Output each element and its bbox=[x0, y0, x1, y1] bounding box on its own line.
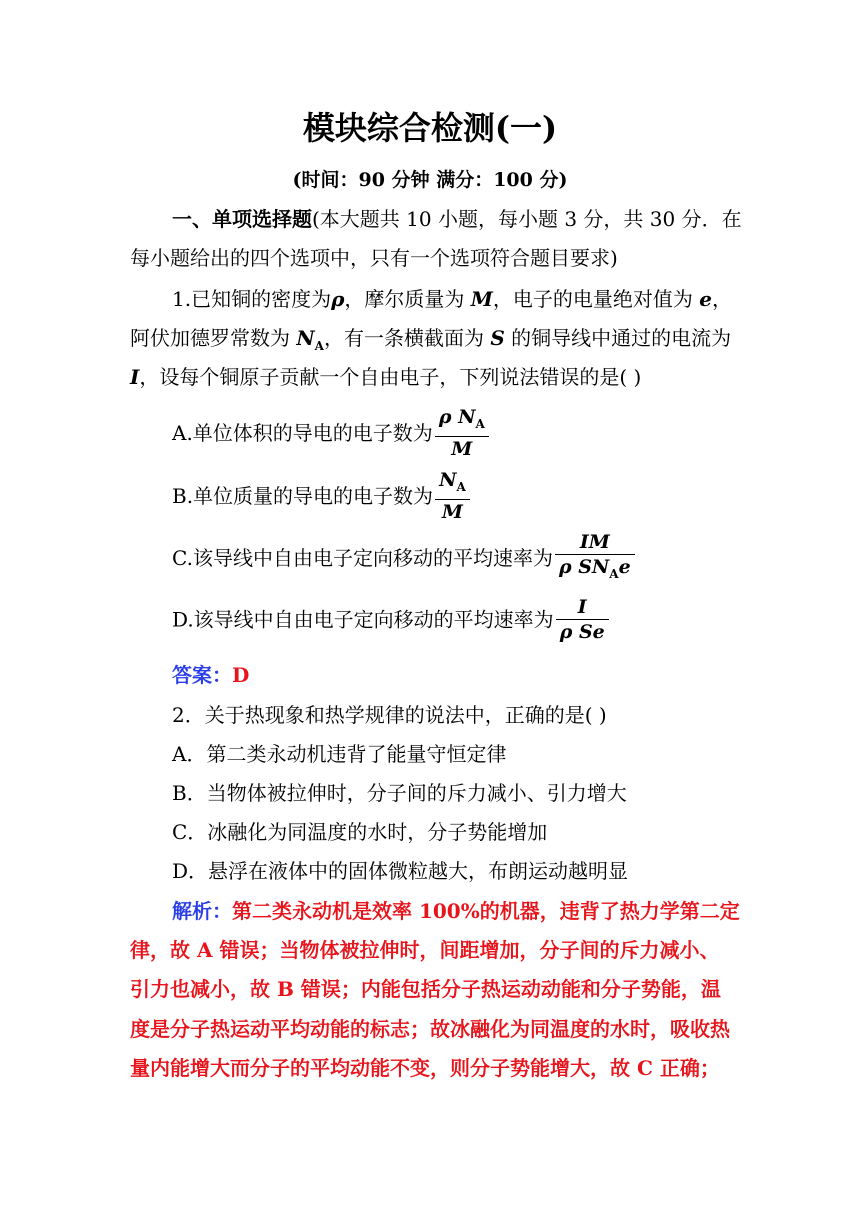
fraction-denominator: M bbox=[451, 437, 473, 460]
q1-text: ，设每个铜原子贡献一个自由电子，下列说法错误的是( ) bbox=[139, 365, 642, 389]
q2-stem: 2．关于热现象和热学规律的说法中，正确的是( ) bbox=[172, 703, 607, 727]
q1-text: 的铜导线中通过的电流为 bbox=[504, 326, 732, 350]
analysis-text: 第二类永动机是效率 100%的机器，违背了热力学第二定 bbox=[232, 899, 740, 923]
symbol-N: N bbox=[296, 326, 315, 350]
option-text: C.该导线中自由电子定向移动的平均速率为 bbox=[172, 545, 553, 570]
q1-line-1 bbox=[172, 287, 732, 311]
fraction-numerator: I bbox=[556, 595, 609, 620]
q1-text: ，电子的电量绝对值为 bbox=[492, 287, 700, 311]
q2-option-d: D．悬浮在液体中的固体微粒越大，布朗运动越明显 bbox=[172, 859, 629, 883]
fraction-numerator: IM bbox=[555, 530, 635, 555]
subscript-A: A bbox=[314, 339, 324, 353]
denominator-text: e bbox=[618, 556, 631, 578]
rho-symbol: ρ bbox=[331, 287, 345, 311]
symbol-S: S bbox=[490, 326, 505, 350]
numerator-subscript: A bbox=[475, 416, 485, 431]
symbol-M: M bbox=[470, 287, 493, 311]
q2-analysis-line-4: 度是分子热运动平均动能的标志；故冰融化为同温度的水时，吸收热 bbox=[130, 1017, 730, 1041]
q1-text: ， bbox=[712, 287, 732, 311]
fraction-denominator bbox=[555, 555, 635, 586]
fraction-denominator: M bbox=[441, 500, 463, 523]
section-desc-2: 每小题给出的四个选项中，只有一个选项符合题目要求) bbox=[130, 246, 618, 270]
q1-text: ，摩尔质量为 bbox=[344, 287, 471, 311]
q1-text: 1.已知铜的密度为 bbox=[172, 287, 332, 311]
denominator-subscript: A bbox=[609, 566, 619, 581]
fraction-numerator bbox=[435, 468, 470, 500]
q1-line-2 bbox=[130, 326, 731, 358]
fraction-denominator: ρ Se bbox=[559, 621, 605, 643]
fraction bbox=[435, 468, 470, 524]
q1-option-d bbox=[172, 595, 609, 644]
denominator-text: ρ SN bbox=[558, 556, 610, 578]
fraction bbox=[435, 405, 489, 461]
section-heading: 一、单项选择题 bbox=[172, 207, 312, 231]
option-text: A.单位体积的导电的电子数为 bbox=[172, 420, 433, 445]
analysis-label: 解析： bbox=[172, 899, 232, 923]
q1-text: ，有一条横截面为 bbox=[323, 326, 491, 350]
q2-analysis-line-5: 量内能增大而分子的平均动能不变，则分子势能增大，故 C 正确； bbox=[130, 1056, 720, 1080]
q1-option-a bbox=[172, 405, 489, 461]
page-title: 模块综合检测(一) bbox=[302, 109, 558, 147]
exam-subtitle: (时间：90 分钟 满分：100 分) bbox=[292, 169, 568, 191]
option-text: B.单位质量的导电的电子数为 bbox=[172, 483, 434, 508]
q1-line-3 bbox=[130, 365, 641, 389]
symbol-NA bbox=[296, 326, 324, 353]
q2-analysis-line-3: 引力也减小，故 B 错误；内能包括分子热运动动能和分子势能，温 bbox=[130, 977, 721, 1001]
symbol-e: e bbox=[699, 287, 712, 311]
fraction-numerator bbox=[435, 405, 489, 437]
numerator-text: N bbox=[439, 469, 457, 491]
section-desc-1: (本大题共 10 小题，每小题 3 分，共 30 分．在 bbox=[312, 207, 742, 231]
q2-option-c: C．冰融化为同温度的水时，分子势能增加 bbox=[172, 820, 548, 844]
q2-option-a: A．第二类永动机违背了能量守恒定律 bbox=[172, 742, 507, 766]
numerator-text: ρ N bbox=[438, 406, 476, 428]
symbol-I: I bbox=[130, 365, 140, 389]
answer-label: 答案： bbox=[172, 663, 232, 687]
numerator-subscript: A bbox=[456, 479, 466, 494]
q1-text: 阿伏加德罗常数为 bbox=[130, 326, 297, 350]
q2-analysis-line-2: 律，故 A 错误；当物体被拉伸时，间距增加，分子间的斥力减小、 bbox=[130, 938, 720, 962]
fraction bbox=[555, 530, 635, 586]
option-text: D.该导线中自由电子定向移动的平均速率为 bbox=[172, 607, 554, 632]
q1-option-b bbox=[172, 468, 470, 524]
q1-option-c bbox=[172, 530, 635, 586]
answer-value: D bbox=[232, 663, 250, 687]
q2-analysis-line-1 bbox=[172, 899, 740, 923]
q1-answer bbox=[172, 663, 249, 687]
q2-option-b: B．当物体被拉伸时，分子间的斥力减小、引力增大 bbox=[172, 781, 627, 805]
fraction bbox=[556, 595, 609, 644]
section-heading-line bbox=[172, 207, 742, 231]
